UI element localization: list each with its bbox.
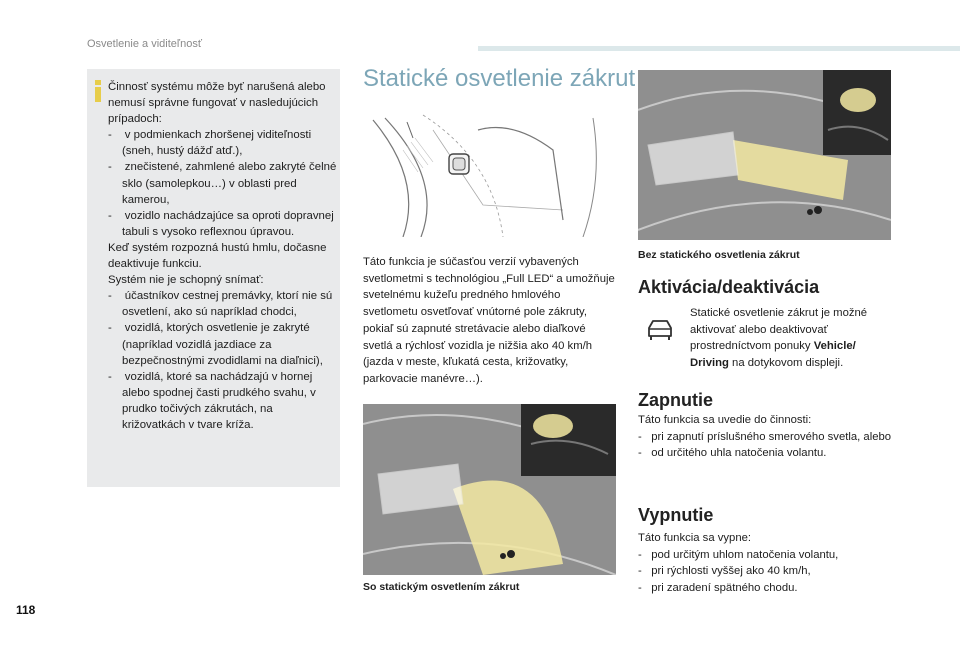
with-cornering-illustration: [363, 404, 616, 575]
info-paragraph: Systém nie je schopný snímať:: [108, 274, 264, 287]
list-item: - pri zaradení spätného chodu.: [638, 582, 798, 595]
info-list-item: - vozidlá, ktorých osvetlenie je zakryté (napríklad vozidlá jazdiace za bezpečnostnými zvodidlami na diaľnici),: [108, 322, 323, 367]
car-settings-icon: [645, 318, 675, 342]
header-title: Osvetlenie a viditeľnosť: [87, 38, 202, 50]
info-list-item: - znečistené, zahmlené alebo zakryté čelné sklo (samolepkou…) v oblasti pred kamerou,: [108, 161, 337, 206]
without-cornering-illustration: [638, 70, 891, 240]
intro-paragraph: Táto funkcia je súčasťou verzií vybavených svetlometmi s technológiou „Full LED“ a umožňuje svetelnému kužeľu predného hmlového svetlometu osvetľovať vnútorné pole zákruty, pokiaľ sú zapnuté stretávacie alebo diaľkové svetlá a rýchlosť vozidla je nižšia ako 40 km/h (jazda v meste, kľukatá cesta, križovatky, parkovacie manévre…).: [363, 256, 615, 385]
section-title: Statické osvetlenie zákrut: [363, 65, 636, 92]
header-bar: [478, 46, 960, 51]
info-text: [108, 79, 338, 433]
info-list-item: - v podmienkach zhoršenej viditeľnosti (sneh, hustý dážď atď.),: [108, 129, 312, 158]
info-paragraph: Keď systém rozpozná hustú hmlu, dočasne deaktivuje funkciu.: [108, 241, 327, 271]
caption-without: Bez statického osvetlenia zákrut: [638, 249, 800, 261]
list-item: - pod určitým uhlom natočenia volantu,: [638, 548, 839, 561]
list-item: - pri zapnutí príslušného smerového svetla, alebo: [638, 430, 892, 443]
activation-title: Aktivácia/deaktivácia: [638, 277, 820, 297]
zapnutie-title: Zapnutie: [638, 390, 713, 410]
vypnutie-body: Táto funkcia sa vypne: - pod určitým uhlom natočenia volantu, - pri rýchlosti vyššej ako 40 km/h, - pri zaradení spätného chodu.: [638, 530, 898, 597]
list-item: - od určitého uhla natočenia volantu.: [638, 447, 827, 460]
caption-with: So statickým osvetlením zákrut: [363, 581, 520, 593]
info-icon: [92, 80, 104, 102]
info-list-item: - vozidlo nachádzajúce sa oproti dopravnej tabuli s vysoko reflexnou úpravou.: [108, 209, 334, 238]
activation-text: Statické osvetlenie zákrut je možné aktivovať alebo deaktivovať prostredníctvom ponuky Vehicle/ Driving na dotykovom displeji.: [690, 307, 868, 370]
vypnutie-title: Vypnutie: [638, 505, 714, 525]
menu-name: Vehicle/ Driving: [690, 340, 856, 370]
list-item: - pri rýchlosti vyššej ako 40 km/h,: [638, 565, 811, 578]
info-list-item: - účastníkov cestnej premávky, ktorí nie sú osvetlení, ako sú napríklad chodci,: [108, 290, 333, 319]
camera-illustration: [363, 110, 616, 237]
info-list-item: - vozidlá, ktoré sa nachádzajú v hornej alebo spodnej časti prudkého svahu, v prudko točivých zákrutách, na križovatkách v tvare kríža.: [108, 370, 316, 431]
zapnutie-body: Táto funkcia sa uvedie do činnosti: - pri zapnutí príslušného smerového svetla, alebo - od určitého uhla natočenia volantu.: [638, 412, 898, 462]
info-paragraph: Činnosť systému môže byť narušená alebo nemusí správne fungovať v nasledujúcich prípadoch:: [108, 81, 326, 126]
page-number: 118: [16, 603, 36, 617]
